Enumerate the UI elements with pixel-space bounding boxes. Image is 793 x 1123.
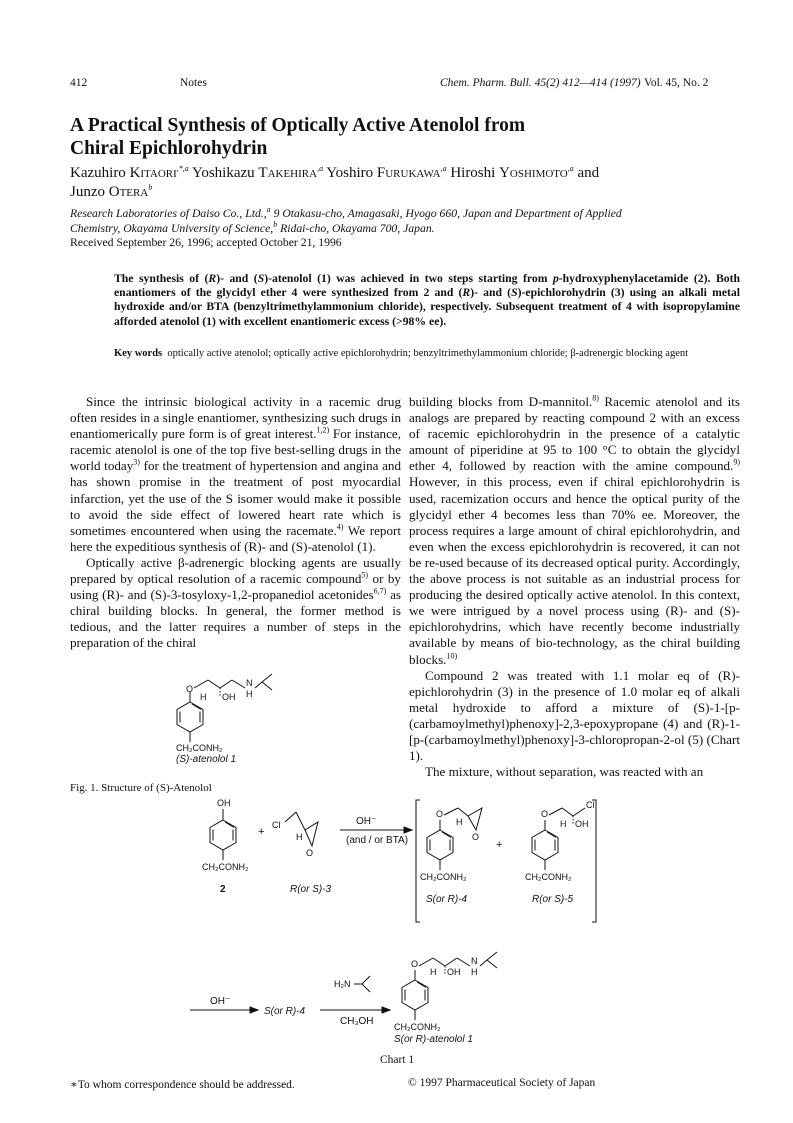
author-family: Otera (108, 184, 149, 200)
fig1-atom-nh: H (246, 689, 253, 699)
chart1-solvent: CH₃OH (340, 1016, 374, 1027)
reference-mark: 4) (336, 522, 344, 532)
author-family: Furukawa (376, 165, 441, 181)
correspondence-footnote: ∗To whom correspondence should be addressed. (70, 1079, 295, 1091)
affiliation-line: Ridai-cho, Okayama 700, Japan. (277, 221, 435, 235)
keywords (114, 347, 740, 361)
chart1-atom-h: H (560, 819, 567, 829)
abstract-text: S (257, 272, 265, 285)
body-text: For instance, racemic atenolol is one of the top five best-selling drugs in the world today (70, 426, 401, 474)
chart1-intermediate-label: S(or R)-4 (264, 1006, 306, 1017)
chart1-compound-3-label: R(or S)-3 (290, 884, 332, 895)
figure-1-structure (150, 668, 300, 778)
chart1-atom-n: N (471, 956, 478, 966)
fig1-substituent: CH₂CONH₂ (176, 743, 223, 753)
author-given: Yoshikazu (192, 165, 255, 181)
chart1-atom-o: O (306, 848, 314, 858)
chart1-arrow2-reagent: OH⁻ (210, 996, 231, 1007)
page-number: 412 (70, 77, 88, 89)
journal-name: Chem. Pharm. Bull. (440, 77, 532, 89)
chart1-compound-5-label: R(or S)-5 (532, 894, 574, 905)
reference-mark: 10) (446, 651, 458, 661)
reference-mark: 1,2) (316, 425, 330, 435)
fig1-atom-n: N (246, 678, 253, 688)
body-paragraph (70, 555, 401, 652)
chart1-product-label: S(or R)-atenolol 1 (394, 1034, 473, 1045)
paper-title (70, 114, 730, 160)
chart1-atom-o: O (472, 832, 480, 842)
abstract-text: )-atenolol (1) was achieved in two steps starting from (264, 272, 553, 285)
abstract-text: R (208, 272, 217, 285)
chart1-atom-oh: OH (575, 819, 589, 829)
author-given: Kazuhiro (70, 165, 126, 181)
chart1-atom-o: O (411, 959, 419, 969)
author-mark: ,*,a (176, 164, 189, 173)
body-text: Racemic atenolol and its analogs are prepared by reacting compound 2 with an excess of racemic epichlorohydrin in the presence of a catalytic amount of piperidine at 95 to 100 °C to obtain the glycidyl ether 4, followed by reaction with the amine compound. (409, 394, 741, 474)
chart1-substituent: CH₂CONH₂ (420, 872, 467, 882)
affiliation-line: 9 Otakasu-cho, Amagasaki, Hyogo 660, Japan and Department of Applied (270, 207, 622, 220)
reference-mark: 6,7) (373, 586, 387, 596)
chart-1-caption: Chart 1 (380, 1054, 415, 1066)
keywords-text: optically active atenolol; optically active epichlorohydrin; benzyltrimethylammonium chloride; β-adrenergic blocking agent (167, 348, 689, 359)
abstract (114, 272, 740, 329)
chart1-atom-o: O (541, 809, 549, 819)
author-mark: ,a (567, 164, 574, 173)
author-mark: ,a (317, 164, 324, 173)
chart1-atom-h: H (296, 832, 303, 842)
body-text: for the treatment of hypertension and angina and has shown promise in the treatment of post myocardial infarction, yet the use of the S isomer would make it possible to avoid the side effect of lowered heart rate which is sometimes encountered when using the racemate. (70, 458, 401, 538)
affiliation (70, 207, 740, 251)
chart1-plus: + (496, 839, 503, 851)
figure-1-caption: Fig. 1. Structure of (S)-Atenolol (70, 782, 212, 794)
body-column-right (409, 394, 740, 780)
chart1-plus: + (258, 826, 265, 838)
abstract-text: )- and ( (216, 272, 258, 285)
volume-issue: Vol. 45, No. 2 (644, 77, 709, 89)
chart1-compound-4-label: S(or R)-4 (426, 894, 468, 905)
body-paragraph (70, 394, 401, 555)
author-list (70, 164, 740, 202)
author-given: Hiroshi (450, 165, 496, 181)
body-text: or by using (R)- and (S)-3-tosyloxy-1,2-propanediol acetonides (70, 571, 401, 603)
received-dates: Received September 26, 1996; accepted October 21, 1996 (70, 236, 342, 250)
fig1-atom-o: O (186, 684, 194, 694)
body-paragraph: The mixture, without separation, was reacted with an (425, 764, 704, 780)
chart1-atom-cl: Cl (586, 800, 595, 810)
abstract-text: -hydroxyphenylacetamide (2). Both enantiomers of the glycidyl ether 4 were synthesized from 2 and ( (114, 272, 740, 300)
chart1-arrow1-reagent: OH⁻ (356, 816, 377, 827)
chart1-reagent-amine: H₂N (334, 979, 351, 989)
chart1-substituent: CH₂CONH₂ (394, 1022, 441, 1032)
abstract-text: S (511, 286, 518, 300)
body-text: as chiral building blocks. In general, the former method is tedious, and the latter requires a number of steps in the preparation of the chiral (70, 587, 401, 651)
fig1-atom-h: H (200, 692, 207, 702)
journal-citation (440, 77, 641, 89)
fig1-compound-label: (S)-atenolol 1 (176, 754, 237, 765)
title-line-1: A Practical Synthesis of Optically Active Atenolol from (70, 115, 526, 136)
body-column-left (70, 394, 401, 652)
chart1-atom-h: H (430, 967, 437, 977)
chart1-compound-2-label: 2 (220, 884, 226, 895)
chart1-substituent: CH₂CONH₂ (202, 862, 249, 872)
chart1-atom-oh: OH (217, 798, 231, 808)
author-family: Kitaori (129, 165, 177, 181)
chart-1-scheme (150, 790, 620, 1052)
chart1-atom-nh: H (471, 967, 478, 977)
body-text: building blocks from D-mannitol. (409, 394, 593, 409)
chart1-substituent: CH₂CONH₂ (525, 872, 572, 882)
author-mark: ,a (440, 164, 447, 173)
author-family: Takehira (258, 165, 318, 181)
abstract-text: The synthesis of ( (114, 272, 209, 285)
affiliation-mark: b (273, 219, 278, 229)
affiliation-mark: a (266, 205, 271, 215)
chart1-arrow1-condition: (and / or BTA) (346, 835, 409, 846)
reference-mark: 3) (133, 458, 140, 468)
author-given: Yoshiro (326, 165, 374, 181)
author-family: Yoshimoto (499, 165, 568, 181)
fig1-atom-oh: OH (222, 692, 236, 702)
chart1-atom-o: O (436, 809, 444, 819)
citation: 45(2) 412—414 (1997) (534, 77, 641, 89)
body-paragraph: Compound 2 was treated with 1.1 molar eq of (R)-epichlorohydrin (3) in the presence of 1.0 molar eq of alkali metal hydroxide to afford a mixture of (S)-1-[p-(carbamoylmethyl)phenoxy]-2,3-epoxypropane (4) and (R)-1-[p-(carbamoylmethyl)phenoxy]-3-chloropropan-2-ol (5) (Chart 1). (409, 667, 740, 764)
chart1-atom-h: H (456, 817, 463, 827)
author-and: and (577, 165, 600, 181)
body-text: Optically active β-adrenergic blocking agents are usually prepared by optical resolution of a racemic compound (70, 554, 401, 587)
chart1-atom-oh: OH (447, 967, 461, 977)
author-given: Junzo (70, 184, 105, 200)
chart1-atom-cl: Cl (272, 820, 281, 830)
abstract-text: )- and ( (470, 286, 512, 300)
section-label: Notes (180, 77, 207, 89)
reference-mark: 5) (361, 570, 369, 580)
body-text: Since the intrinsic biological activity in a racemic drug often resides in a single enantiomer, synthesizing such drugs in enantiomerically pure form is of great interest. (70, 394, 401, 442)
title-line-2: Chiral Epichlorohydrin (70, 138, 268, 159)
author-mark: b (148, 183, 153, 192)
copyright-notice: © 1997 Pharmaceutical Society of Japan (408, 1077, 596, 1089)
affiliation-line: Chemistry, Okayama University of Science, (70, 221, 274, 235)
reference-mark: 8) (592, 393, 599, 403)
keywords-label: Key words (114, 348, 163, 359)
affiliation-line: Research Laboratories of Daiso Co., Ltd., (70, 207, 267, 220)
body-text: However, in this process, even if chiral epichlorohydrin is used, racemization occurs and hence the optical purity of the glycidyl ether 4 becomes less than 70% ee. Moreover, the process requires a large amount of chiral epichlorohydrin, and even when the excess epichlorohydrin is recovered, it can not be re-used because of its decreased optical purity. Accordingly, the above process is not suitable as an industrial process for producing the desired optically active atenolol. In this context, we were intrigued by a novel process using (R)- and (S)-epichlorohydrins, which have recently become industrially available by means of bio-technology, as the chiral building blocks. (409, 474, 740, 667)
reference-mark: 9) (733, 458, 740, 468)
abstract-text: p (552, 272, 559, 285)
abstract-text: R (462, 286, 471, 300)
body-paragraph (409, 394, 740, 668)
abstract-text: )-epichlorohydrin (3) using an alkali metal hydroxide and/or BTA (benzyltrimethylammonium chloride), respectively. Subsequent treatment of 4 with isopropylamine afforded atenolol (1) with excellent enantiomeric excess (>98% ee). (114, 286, 740, 328)
body-text: We report here the expeditious synthesis of (R)- and (S)-atenolol (1). (70, 522, 401, 554)
